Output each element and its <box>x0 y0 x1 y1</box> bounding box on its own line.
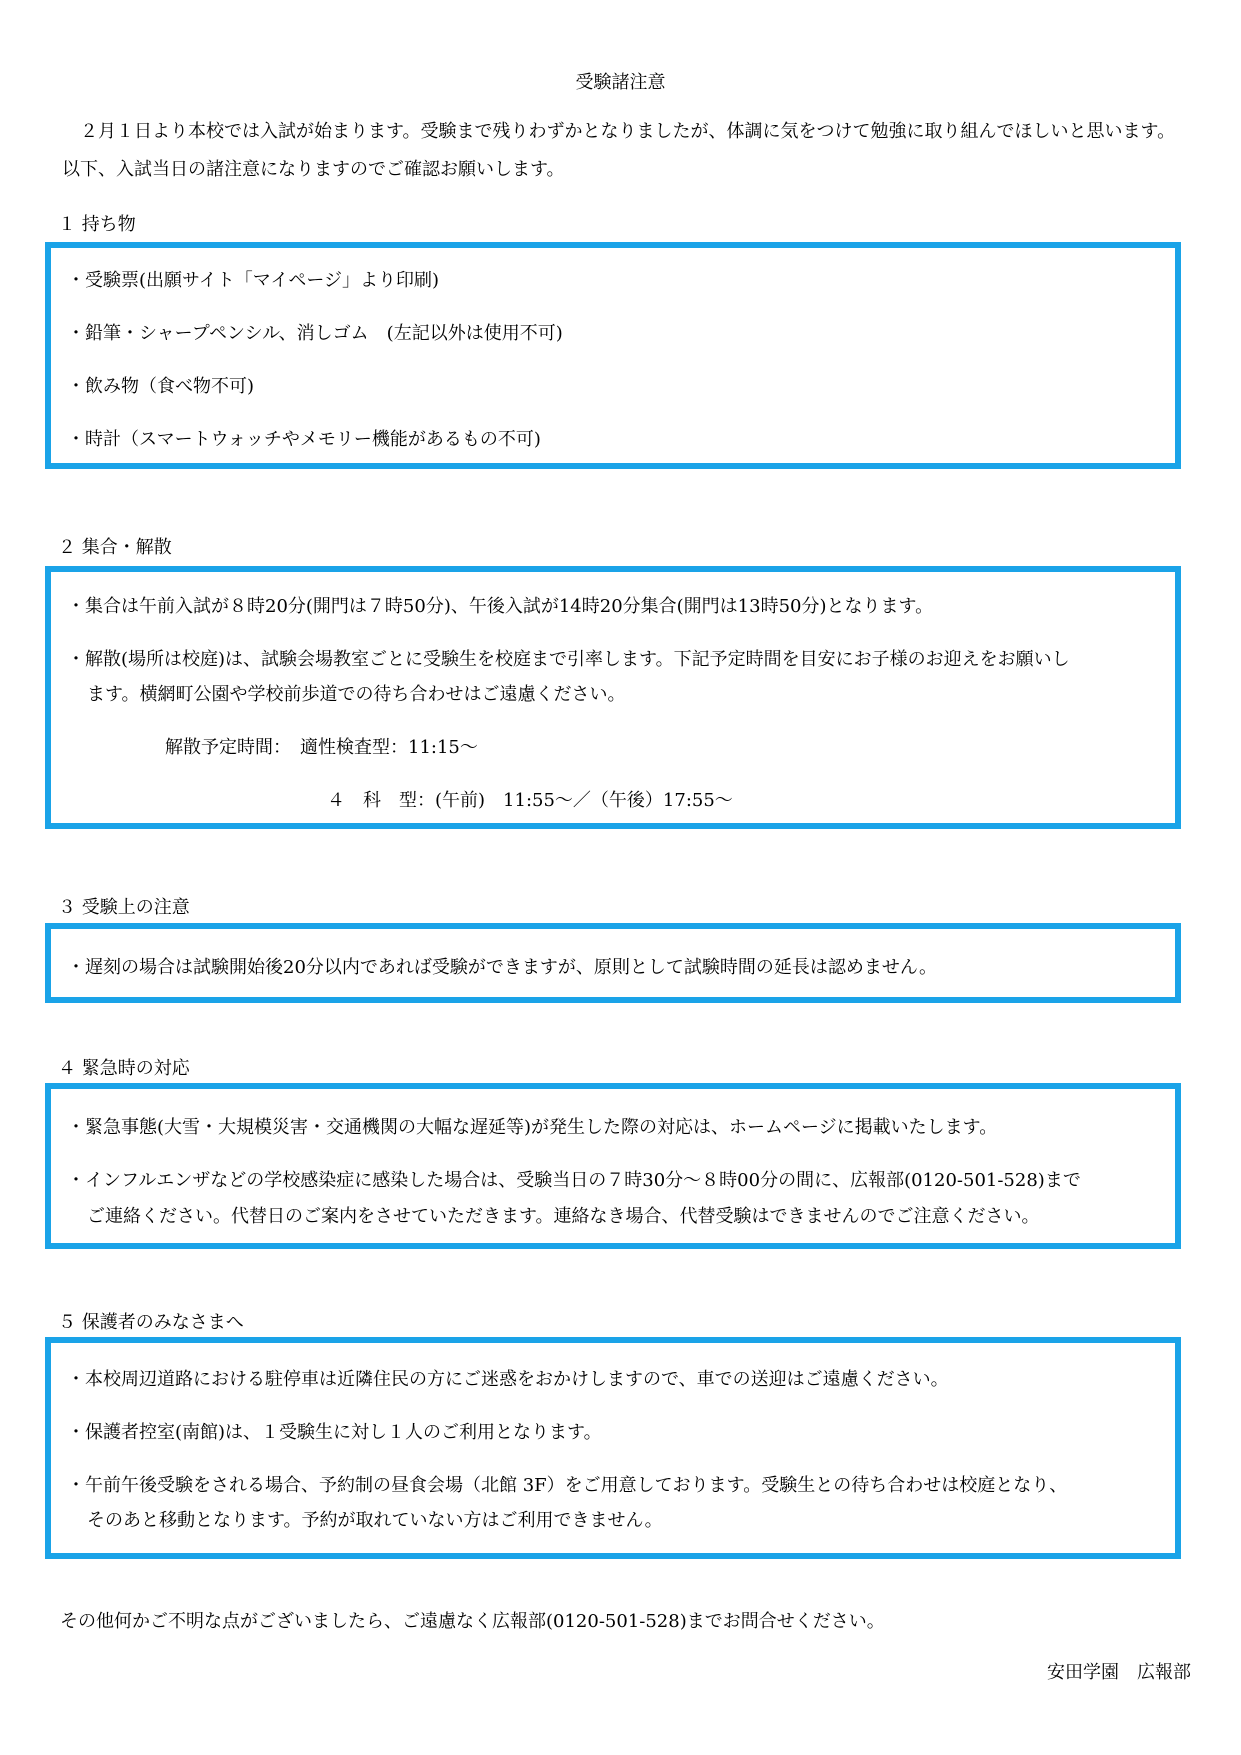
list-item: ・集合は午前入試が８時20分(開門は７時50分)、午後入試が14時20分集合(開門は13時50分)となります。 <box>67 596 934 617</box>
list-item: ・インフルエンザなどの学校感染症に感染した場合は、受験当日の７時30分〜８時00分の間に、広報部(0120-501-528)まで <box>67 1170 1081 1191</box>
list-item-continuation: ご連絡ください。代替日のご案内をさせていただきます。連絡なき場合、代替受験はできませんのでご注意ください。 <box>87 1206 1040 1227</box>
contact-note: その他何かご不明な点がございましたら、ご遠慮なく広報部(0120-501-528)までお問合せください。 <box>60 1611 885 1632</box>
dismissal-time-aptitude: 解散予定時間： 適性検査型：11:15〜 <box>165 737 478 758</box>
list-item: ・飲み物（食べ物不可) <box>67 376 255 397</box>
section-heading-gathering: ２ 集合・解散 <box>58 537 172 558</box>
list-item: ・緊急事態(大雪・大規模災害・交通機関の大幅な遅延等)が発生した際の対応は、ホームページに掲載いたします。 <box>67 1117 998 1138</box>
section-heading-belongings: １ 持ち物 <box>58 214 136 235</box>
section-heading-guardians: ５ 保護者のみなさまへ <box>58 1312 244 1333</box>
list-item: ・解散(場所は校庭)は、試験会場教室ごとに受験生を校庭まで引率します。下記予定時間を目安にお子様のお迎えをお願いし <box>67 649 1070 670</box>
signature: 安田学園 広報部 <box>1047 1662 1191 1683</box>
section-box-exam-notes <box>45 923 1181 1003</box>
list-item: ・鉛筆・シャープペンシル、消しゴム (左記以外は使用不可) <box>67 323 563 344</box>
list-item: ・遅刻の場合は試験開始後20分以内であれば受験ができますが、原則として試験時間の延長は認めません。 <box>67 957 937 978</box>
section-heading-exam-notes: ３ 受験上の注意 <box>58 897 190 918</box>
list-item: ・本校周辺道路における駐停車は近隣住民の方にご迷惑をおかけしますので、車での送迎はご遠慮ください。 <box>67 1369 949 1390</box>
list-item: ・保護者控室(南館)は、１受験生に対し１人のご利用となります。 <box>67 1422 602 1443</box>
list-item-continuation: そのあと移動となります。予約が取れていない方はご利用できません。 <box>87 1510 663 1531</box>
section-heading-emergency: ４ 緊急時の対応 <box>58 1058 190 1079</box>
section-box-belongings <box>45 242 1181 469</box>
list-item: ・午前午後受験をされる場合、予約制の昼食会場（北館 3F）をご用意しております。受験生との待ち合わせは校庭となり、 <box>67 1475 1068 1496</box>
section-box-guardians <box>45 1337 1181 1559</box>
list-item: ・時計（スマートウォッチやメモリー機能があるもの不可) <box>67 429 541 450</box>
list-item: ・受験票(出願サイト「マイページ」より印刷) <box>67 270 440 291</box>
section-box-gathering <box>45 566 1181 829</box>
intro-paragraph: ２月１日より本校では入試が始まります。受験まで残りわずかとなりましたが、体調に気をつけて勉強に取り組んでほしいと思います。以下、入試当日の諸注意になりますのでご確認お願いします。 <box>62 121 1176 180</box>
list-item-continuation: ます。横網町公園や学校前歩道での待ち合わせはご遠慮ください。 <box>87 684 626 705</box>
page-title: 受験諸注意 <box>575 72 666 93</box>
dismissal-time-four-subject: ４ 科 型：(午前) 11:55〜／（午後）17:55〜 <box>327 790 733 811</box>
section-box-emergency <box>45 1083 1181 1249</box>
